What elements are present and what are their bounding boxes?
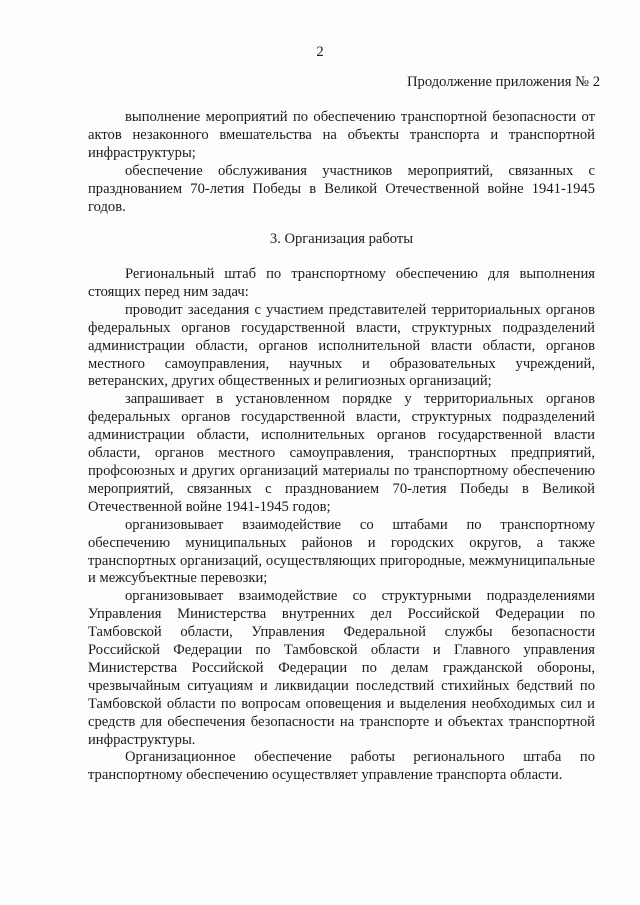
paragraph-transport-security: выполнение мероприятий по обеспечению транспортной безопасности от актов незаконного вмешательства на объекты транспорта и транспортной инфраструктуры; <box>88 109 595 161</box>
paragraph-participant-service: обеспечение обслуживания участников мероприятий, связанных с празднованием 70-летия Победы в Великой Отечественной войне 1941-1945 годов. <box>88 162 595 215</box>
paragraph-requests-materials: запрашивает в установленном порядке у территориальных органов федеральных органов государственной власти, структурных подразделений администрации области, исполнительных органов государственной власти области, органов местного самоуправления, транспортных предприятий, профсоюзных и других организаций материалы по транспортному обеспечению мероприятий, связанных с празднованием 70-летия Победы в Великой Отечественной войне 1941-1945 годов; <box>88 391 595 515</box>
paragraph-organizational-support: Организационное обеспечение работы регионального штаба по транспортному обеспечению осуществляет управление транспорта области. <box>88 749 595 784</box>
paragraph-coordinates-federal-units: организовывает взаимодействие со структурными подразделениями Управления Министерства внутренних дел Российской Федерации по Тамбовской области, Управления Федеральной службы безопасности Российской Федерации по Тамбовской области и Главного управления Министерства Российской Федерации по делам гражданской обороны, чрезвычайным ситуациям и ликвидации последствий стихийных бедствий по Тамбовской области по вопросам оповещения и выделения необходимых сил и средств для обеспечения безопасности на транспорте и объектах транспортной инфраструктуры. <box>88 588 595 748</box>
paragraph-coordinates-municipal-staffs: организовывает взаимодействие со штабами по транспортному обеспечению муниципальных районов и городских округов, а также транспортных организаций, осуществляющих пригородные, межмуниципальные и межсубъектные перевозки; <box>88 516 595 587</box>
intro-text-block <box>88 109 595 216</box>
paragraph-holds-meetings: проводит заседания с участием представителей территориальных органов федеральных органов государственной власти, структурных подразделений администрации области, органов исполнительной власти области, органов местного самоуправления, научных и образовательных учреждений, ветеранских, других общественных и религиозных организаций; <box>88 301 595 390</box>
section-text-block <box>88 266 595 785</box>
appendix-continuation-note: Продолжение приложения № 2 <box>407 74 600 90</box>
page-number: 2 <box>316 44 324 60</box>
section-heading: 3. Организация работы <box>269 231 414 247</box>
paragraph-section-intro: Региональный штаб по транспортному обеспечению для выполнения стоящих перед ним задач: <box>88 266 595 300</box>
